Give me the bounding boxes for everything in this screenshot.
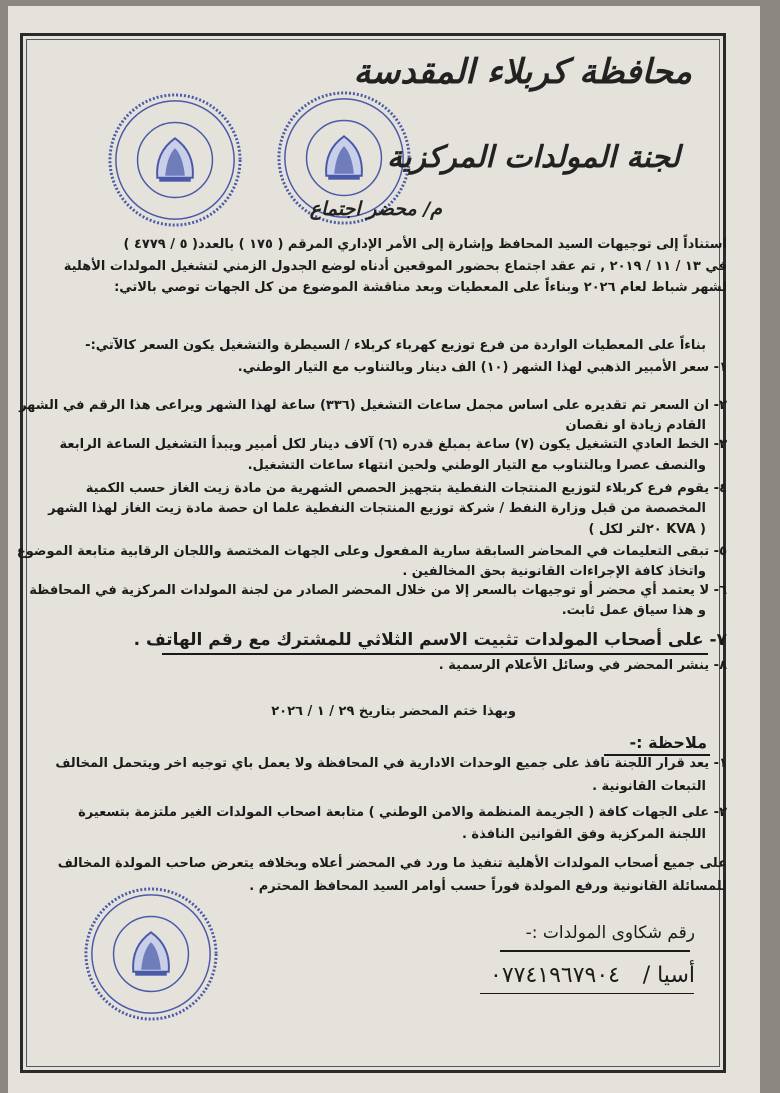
minutes-title: م/ محضر اجتماع [309, 198, 442, 220]
notes-title: ملاحظة :- [629, 733, 707, 752]
committee-seal [106, 91, 244, 229]
complaints-number: ٠٧٧٤١٩٦٧٩٠٤ [490, 963, 620, 988]
note-1: ١- يعد قرار اللجنة نافذ على جميع الوحدات الادارية في المحافظة ولا يعمل باي توجيه اخر ويتحمل المخالف [55, 756, 727, 771]
item-7: ٧- على أصحاب المولدات تثبيت الاسم الثلاثي للمشترك مع رقم الهاتف . [133, 630, 727, 650]
item-6-continued: و هذا سياق عمل ثابت. [561, 603, 706, 618]
item-2: ٢- ان السعر تم تقديره على اساس مجمل ساعات التشغيل (٣٣٦) ساعة لهذا الشهر ويراعى هذا الرقم في الشهر [19, 398, 727, 413]
item-5-continued: واتخاذ كافة الإجراءات القانونية بحق المخالفين . [402, 564, 706, 579]
item-2-continued: القادم زيادة او نقصان [565, 418, 706, 433]
item-4: ٤- يقوم فرع كربلاء لتوزيع المنتجات النفطية بتجهيز الحصص الشهرية من مادة زيت الغاز حسب الكمية [85, 481, 727, 496]
underline [162, 653, 708, 655]
item-8: ٨- ينشر المحضر في وسائل الأعلام الرسمية . [438, 658, 727, 673]
complaints-label: أسيا / [642, 963, 695, 988]
item-4-continued: المخصصة من قبل وزارة النفط / شركة توزيع المنتجات النفطية علما ان حصة مادة زيت الغاز لهذا الشهر [48, 501, 706, 516]
note-2: ٢- على الجهات كافة ( الجريمة المنظمة والامن الوطني ) متابعة اصحاب المولدات الغير ملتزمة بتسعيرة [78, 805, 727, 820]
committee-name: لجنة المولدات المركزية [387, 140, 680, 175]
item-3-continued: والنصف عصرا وبالتناوب مع التيار الوطني ولحين انتهاء ساعات التشغيل. [247, 458, 706, 473]
item-5: ٥- تبقى التعليمات في المحاضر السابقة سارية المفعول وعلى الجهات المختصة واللجان الرقابية متابعة الموضوع [16, 544, 727, 559]
governorate-name: محافظة كربلاء المقدسة [353, 52, 692, 92]
warning-line: على جميع أصحاب المولدات الأهلية تنفيذ ما ورد في المحضر أعلاه وبخلافه يتعرض صاحب المولدة المخالف [57, 856, 727, 871]
item-4-quota: ( ٢٠لتر لكل KVA ) [588, 522, 706, 537]
closing-date: وبهذا ختم المحضر بتاريخ ٢٩ / ١ / ٢٠٢٦ [271, 704, 516, 719]
intro-line: في ١٣ / ١١ / ٢٠١٩ , تم عقد اجتماع بحضور الموقعين أدناه لوضع الجدول الزمني لتشغيل المولدات الأهلية [63, 259, 727, 274]
pricing-basis: بناءاً على المعطيات الواردة من فرع توزيع كهرباء كربلاء / السيطرة والتشغيل يكون السعر كالآتي:- [85, 338, 706, 353]
note-1-continued: التبعات القانونية . [592, 779, 706, 794]
committee-seal [82, 885, 220, 1023]
underline [480, 993, 694, 994]
intro-line: استناداً إلى توجيهات السيد المحافظ وإشارة إلى الأمر الإداري المرقم ( ١٧٥ ) بالعدد( ٥ / ٤٧٧٩ ) [123, 237, 727, 252]
warning-line: للمسائلة القانونية ورفع المولدة فوراً حسب أوامر السيد المحافظ المحترم . [249, 879, 727, 894]
complaints-title: رقم شكاوى المولدات :- [525, 923, 695, 943]
underline [500, 950, 690, 952]
intro-line: لشهر شباط لعام ٢٠٢٦ وبناءاً على المعطيات وبعد مناقشة الموضوع من كل الجهات توصي بالاتي: [114, 280, 727, 295]
item-3: ٣- الخط العادي التشغيل يكون (٧) ساعة بمبلغ قدره (٦) آلاف دينار لكل أمبير ويبدأ التشغيل الساعة الرابعة [59, 437, 727, 452]
item-1: ١- سعر الأمبير الذهبي لهذا الشهر (١٠) الف دينار وبالتناوب مع التيار الوطني. [237, 360, 727, 375]
item-6: ٦- لا يعتمد أي محضر أو توجيهات بالسعر إلا من خلال المحضر الصادر من لجنة المولدات المركزية في المحافظة [29, 583, 727, 598]
note-2-continued: اللجنة المركزية وفق القوانين النافذة . [461, 827, 706, 842]
